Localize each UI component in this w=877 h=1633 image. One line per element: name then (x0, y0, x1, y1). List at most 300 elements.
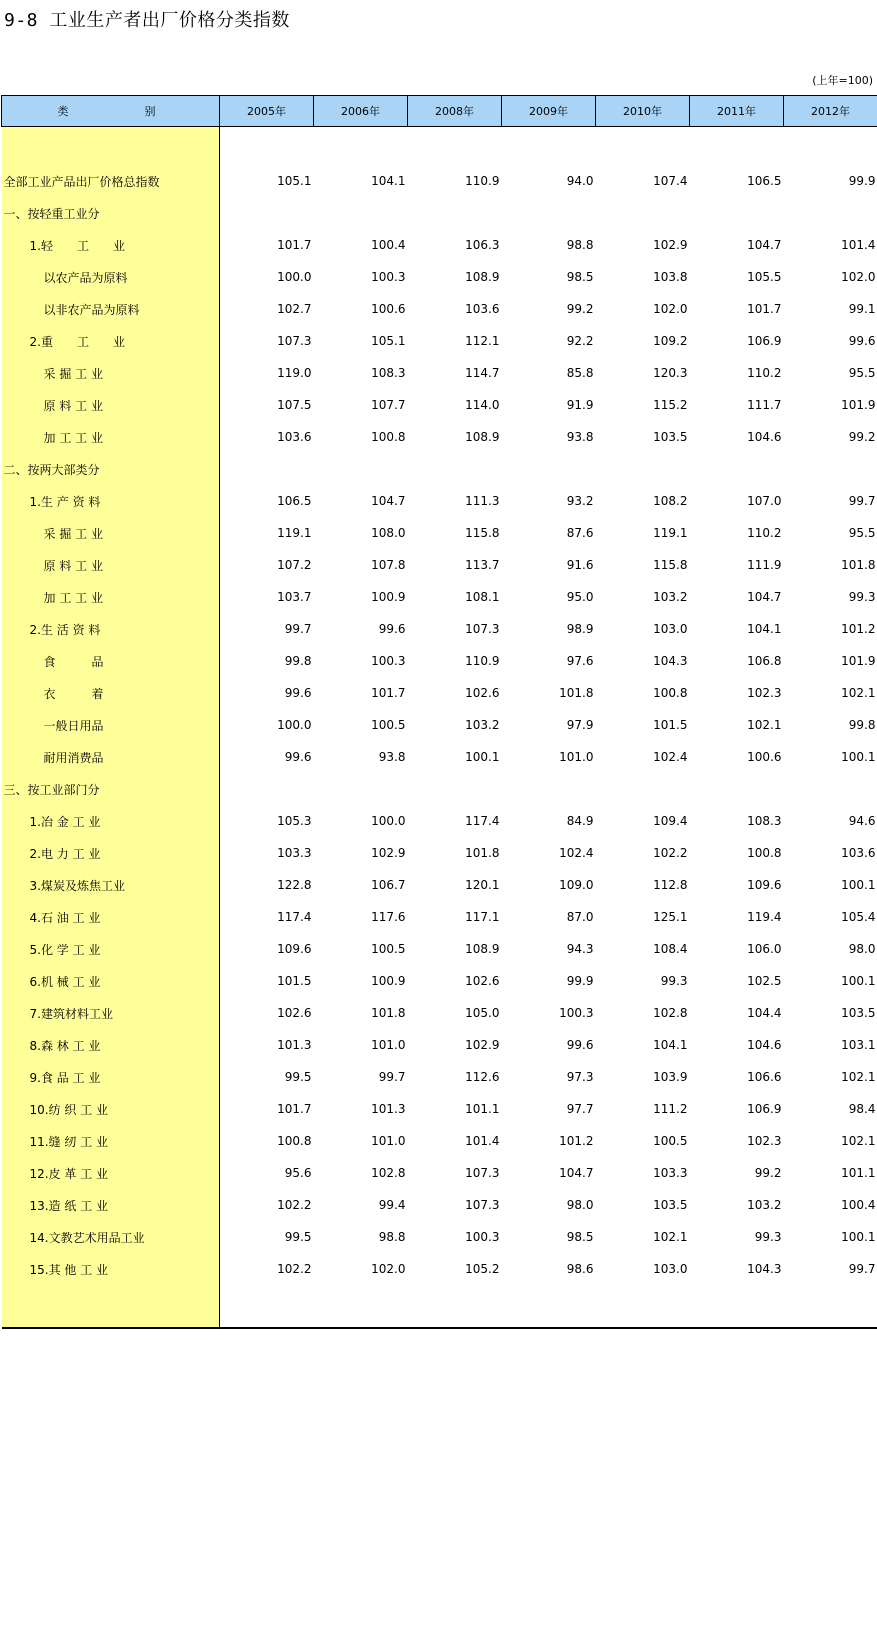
index-value: 97.9 (566, 718, 594, 732)
index-value: 103.3 (277, 846, 312, 860)
index-value: 105.5 (747, 270, 782, 284)
index-value: 102.1 (841, 1134, 876, 1148)
index-value: 102.0 (841, 270, 876, 284)
index-value: 115.8 (465, 526, 500, 540)
index-value: 104.1 (371, 174, 406, 188)
table-row (2, 453, 877, 485)
index-value: 107.3 (277, 334, 312, 348)
index-value: 103.8 (653, 270, 688, 284)
row-label: 2.生 活 资 料 (2, 613, 220, 645)
index-value: 97.3 (566, 1070, 594, 1084)
table-row (2, 997, 877, 1029)
index-value: 103.5 (653, 1198, 688, 1212)
table-row (2, 1221, 877, 1253)
index-value: 103.6 (277, 430, 312, 444)
index-value: 109.4 (653, 814, 688, 828)
index-value: 98.9 (566, 622, 594, 636)
table-row (2, 1157, 877, 1189)
table-row (2, 1189, 877, 1221)
row-label: 15.其 他 工 业 (2, 1253, 220, 1285)
index-value: 100.1 (841, 974, 876, 988)
index-value: 103.0 (653, 622, 688, 636)
index-value: 102.7 (277, 302, 312, 316)
index-value: 106.0 (747, 942, 782, 956)
index-value (408, 197, 502, 229)
index-value: 103.5 (841, 1006, 876, 1020)
index-value: 102.3 (747, 686, 782, 700)
row-label: 6.机 械 工 业 (2, 965, 220, 997)
row-label: 以农产品为原料 (2, 261, 220, 293)
index-value: 103.3 (653, 1166, 688, 1180)
index-value: 109.6 (277, 942, 312, 956)
index-value: 94.3 (566, 942, 594, 956)
index-value: 108.0 (371, 526, 406, 540)
row-label: 8.森 林 工 业 (2, 1029, 220, 1061)
index-value: 84.9 (566, 814, 594, 828)
row-label: 采 掘 工 业 (2, 517, 220, 549)
index-value: 103.9 (653, 1070, 688, 1084)
index-value: 99.6 (566, 1038, 594, 1052)
index-value: 101.8 (559, 686, 594, 700)
index-value: 105.0 (465, 1006, 500, 1020)
index-value: 100.1 (465, 750, 500, 764)
row-label: 二、按两大部类分 (2, 453, 220, 485)
index-value: 102.1 (841, 686, 876, 700)
table-row (2, 261, 877, 293)
row-label: 12.皮 革 工 业 (2, 1157, 220, 1189)
index-value: 102.2 (277, 1198, 312, 1212)
row-label: 4.石 油 工 业 (2, 901, 220, 933)
index-value: 98.8 (378, 1230, 406, 1244)
index-value: 91.9 (566, 398, 594, 412)
table-row (2, 1253, 877, 1285)
table-body (2, 127, 877, 1329)
index-value: 112.6 (465, 1070, 500, 1084)
index-value: 94.6 (848, 814, 876, 828)
index-value: 103.5 (653, 430, 688, 444)
index-value: 100.4 (371, 238, 406, 252)
header-year: 2006年 (314, 96, 408, 127)
table-row (2, 709, 877, 741)
index-value: 99.1 (848, 302, 876, 316)
index-value: 99.6 (284, 686, 312, 700)
index-value: 102.0 (653, 302, 688, 316)
index-value: 100.9 (371, 590, 406, 604)
index-value: 112.8 (653, 878, 688, 892)
index-value: 95.0 (566, 590, 594, 604)
row-label: 采 掘 工 业 (2, 357, 220, 389)
table-row (2, 1093, 877, 1125)
index-value (408, 453, 502, 485)
index-value: 104.1 (653, 1038, 688, 1052)
index-value: 102.6 (277, 1006, 312, 1020)
table-row (2, 549, 877, 581)
index-value (220, 197, 314, 229)
index-value: 99.4 (378, 1198, 406, 1212)
row-label: 衣 着 (2, 677, 220, 709)
row-label: 10.纺 织 工 业 (2, 1093, 220, 1125)
table-row (2, 805, 877, 837)
index-value: 101.5 (653, 718, 688, 732)
table-row (2, 869, 877, 901)
index-value: 115.8 (653, 558, 688, 572)
index-value: 106.9 (747, 1102, 782, 1116)
index-value: 105.3 (277, 814, 312, 828)
index-value: 97.6 (566, 654, 594, 668)
index-value: 99.6 (848, 334, 876, 348)
row-label: 一、按轻重工业分 (2, 197, 220, 229)
index-value: 108.9 (465, 430, 500, 444)
index-value: 101.9 (841, 654, 876, 668)
index-value: 100.8 (371, 430, 406, 444)
index-value: 107.8 (371, 558, 406, 572)
table-row (2, 613, 877, 645)
index-value: 114.7 (465, 366, 500, 380)
index-value: 101.8 (465, 846, 500, 860)
table-row (2, 645, 877, 677)
index-value: 99.6 (284, 750, 312, 764)
row-label: 2.重 工 业 (2, 325, 220, 357)
bottom-spacer-row (2, 1285, 877, 1328)
index-value (596, 197, 690, 229)
index-value: 99.5 (284, 1070, 312, 1084)
index-value: 103.6 (465, 302, 500, 316)
table-row (2, 933, 877, 965)
index-value: 100.4 (841, 1198, 876, 1212)
table-row (2, 229, 877, 261)
index-value: 119.4 (747, 910, 782, 924)
row-label: 加 工 工 业 (2, 581, 220, 613)
header-row (2, 96, 877, 127)
index-value: 99.2 (754, 1166, 782, 1180)
index-value: 100.8 (277, 1134, 312, 1148)
index-value: 99.5 (284, 1230, 312, 1244)
index-value (314, 773, 408, 805)
index-value: 104.7 (747, 238, 782, 252)
index-value: 99.7 (848, 1262, 876, 1276)
index-value: 105.1 (277, 174, 312, 188)
row-label: 加 工 工 业 (2, 421, 220, 453)
index-value: 110.9 (465, 654, 500, 668)
index-value: 101.4 (465, 1134, 500, 1148)
index-value: 106.7 (371, 878, 406, 892)
index-value: 102.1 (841, 1070, 876, 1084)
index-value: 120.1 (465, 878, 500, 892)
index-value: 102.9 (465, 1038, 500, 1052)
index-value (314, 453, 408, 485)
row-label: 原 料 工 业 (2, 389, 220, 421)
table-row (2, 773, 877, 805)
index-value: 101.7 (277, 1102, 312, 1116)
index-value: 98.5 (566, 270, 594, 284)
index-value (690, 453, 784, 485)
index-value: 99.3 (848, 590, 876, 604)
index-value: 93.8 (378, 750, 406, 764)
header-year: 2009年 (502, 96, 596, 127)
index-value: 95.5 (848, 526, 876, 540)
index-value: 100.6 (747, 750, 782, 764)
index-value: 105.2 (465, 1262, 500, 1276)
index-value: 101.3 (277, 1038, 312, 1052)
index-value: 104.4 (747, 1006, 782, 1020)
index-value: 85.8 (566, 366, 594, 380)
index-value: 107.3 (465, 622, 500, 636)
row-label: 11.缝 纫 工 业 (2, 1125, 220, 1157)
index-value (596, 773, 690, 805)
index-value: 102.6 (465, 974, 500, 988)
index-value: 95.5 (848, 366, 876, 380)
header-year: 2005年 (220, 96, 314, 127)
table-row (2, 1125, 877, 1157)
index-value: 104.6 (747, 1038, 782, 1052)
index-value: 98.0 (566, 1198, 594, 1212)
index-value: 99.3 (660, 974, 688, 988)
index-value: 100.1 (841, 750, 876, 764)
index-value: 103.2 (465, 718, 500, 732)
index-value: 100.8 (653, 686, 688, 700)
index-value: 99.7 (378, 1070, 406, 1084)
index-value: 106.8 (747, 654, 782, 668)
index-value: 108.3 (371, 366, 406, 380)
row-label: 一般日用品 (2, 709, 220, 741)
index-value: 99.7 (284, 622, 312, 636)
index-value: 98.8 (566, 238, 594, 252)
index-value: 109.2 (653, 334, 688, 348)
index-value: 98.0 (848, 942, 876, 956)
table-row (2, 837, 877, 869)
index-value: 99.9 (566, 974, 594, 988)
index-value: 110.2 (747, 366, 782, 380)
index-value: 108.2 (653, 494, 688, 508)
index-value: 100.3 (371, 270, 406, 284)
top-spacer-row (2, 127, 877, 166)
index-value: 101.1 (465, 1102, 500, 1116)
index-value: 101.4 (841, 238, 876, 252)
index-value: 101.0 (371, 1134, 406, 1148)
index-value: 103.2 (747, 1198, 782, 1212)
index-value: 104.7 (371, 494, 406, 508)
index-value: 119.1 (277, 526, 312, 540)
index-value: 119.0 (277, 366, 312, 380)
table-row (2, 741, 877, 773)
index-value: 102.9 (371, 846, 406, 860)
table-row (2, 421, 877, 453)
index-value: 106.5 (277, 494, 312, 508)
index-value: 91.6 (566, 558, 594, 572)
index-value: 101.8 (841, 558, 876, 572)
index-value: 103.6 (841, 846, 876, 860)
index-value: 100.5 (653, 1134, 688, 1148)
index-value: 104.7 (559, 1166, 594, 1180)
index-value: 94.0 (566, 174, 594, 188)
index-value: 101.2 (559, 1134, 594, 1148)
index-value: 101.7 (371, 686, 406, 700)
index-value: 100.0 (277, 718, 312, 732)
table-row (2, 1061, 877, 1093)
table-row (2, 677, 877, 709)
table-row (2, 517, 877, 549)
index-value: 99.9 (848, 174, 876, 188)
index-value: 111.7 (747, 398, 782, 412)
index-value: 112.1 (465, 334, 500, 348)
header-year: 2012年 (784, 96, 877, 127)
index-value (408, 773, 502, 805)
index-value: 102.1 (653, 1230, 688, 1244)
index-value: 106.5 (747, 174, 782, 188)
index-value: 107.0 (747, 494, 782, 508)
index-value: 99.2 (848, 430, 876, 444)
index-value: 103.0 (653, 1262, 688, 1276)
index-value: 99.8 (284, 654, 312, 668)
index-value: 109.0 (559, 878, 594, 892)
index-value: 102.9 (653, 238, 688, 252)
index-value (314, 197, 408, 229)
index-value: 122.8 (277, 878, 312, 892)
index-value: 106.9 (747, 334, 782, 348)
row-label: 1.轻 工 业 (2, 229, 220, 261)
index-value: 95.6 (284, 1166, 312, 1180)
table-row (2, 485, 877, 517)
index-value: 100.1 (841, 878, 876, 892)
row-label: 原 料 工 业 (2, 549, 220, 581)
index-value: 106.6 (747, 1070, 782, 1084)
row-label: 2.电 力 工 业 (2, 837, 220, 869)
index-value: 107.2 (277, 558, 312, 572)
row-label: 食 品 (2, 645, 220, 677)
index-value: 102.8 (371, 1166, 406, 1180)
index-value: 107.5 (277, 398, 312, 412)
index-value: 105.1 (371, 334, 406, 348)
index-value: 100.3 (559, 1006, 594, 1020)
table-row (2, 581, 877, 613)
index-value: 102.1 (747, 718, 782, 732)
index-value: 107.4 (653, 174, 688, 188)
index-value: 101.0 (559, 750, 594, 764)
index-value: 107.3 (465, 1166, 500, 1180)
index-value: 113.7 (465, 558, 500, 572)
index-value: 101.0 (371, 1038, 406, 1052)
index-value: 93.8 (566, 430, 594, 444)
index-value: 102.6 (465, 686, 500, 700)
index-value: 108.3 (747, 814, 782, 828)
index-value (784, 197, 877, 229)
index-value: 105.4 (841, 910, 876, 924)
index-value: 125.1 (653, 910, 688, 924)
index-value: 99.6 (378, 622, 406, 636)
index-value: 98.5 (566, 1230, 594, 1244)
index-value: 101.2 (841, 622, 876, 636)
row-label: 14.文教艺术用品工业 (2, 1221, 220, 1253)
index-value: 100.3 (371, 654, 406, 668)
index-value: 102.2 (653, 846, 688, 860)
index-value: 108.4 (653, 942, 688, 956)
index-value: 100.9 (371, 974, 406, 988)
row-label: 3.煤炭及炼焦工业 (2, 869, 220, 901)
row-label: 9.食 品 工 业 (2, 1061, 220, 1093)
header-year: 2008年 (408, 96, 502, 127)
index-value: 101.1 (841, 1166, 876, 1180)
index-value: 101.7 (747, 302, 782, 316)
index-value: 104.6 (747, 430, 782, 444)
index-value: 103.7 (277, 590, 312, 604)
index-value: 102.4 (653, 750, 688, 764)
index-value: 102.2 (277, 1262, 312, 1276)
index-value: 100.3 (465, 1230, 500, 1244)
index-value: 107.7 (371, 398, 406, 412)
index-value: 104.3 (747, 1262, 782, 1276)
unit-note: (上年=100) (812, 74, 873, 87)
header-year: 2010年 (596, 96, 690, 127)
index-value: 101.5 (277, 974, 312, 988)
index-value: 102.0 (371, 1262, 406, 1276)
index-value: 106.3 (465, 238, 500, 252)
index-value: 98.6 (566, 1262, 594, 1276)
index-value: 101.9 (841, 398, 876, 412)
row-label: 13.造 纸 工 业 (2, 1189, 220, 1221)
index-value: 101.7 (277, 238, 312, 252)
index-value: 93.2 (566, 494, 594, 508)
index-value: 117.1 (465, 910, 500, 924)
index-value: 120.3 (653, 366, 688, 380)
index-value (220, 773, 314, 805)
index-value: 102.8 (653, 1006, 688, 1020)
index-value: 100.0 (371, 814, 406, 828)
header-category: 类 别 (2, 96, 220, 127)
table-row (2, 901, 877, 933)
index-value: 103.2 (653, 590, 688, 604)
index-value: 111.2 (653, 1102, 688, 1116)
index-value (220, 453, 314, 485)
row-label: 以非农产品为原料 (2, 293, 220, 325)
index-value: 99.7 (848, 494, 876, 508)
index-value (690, 773, 784, 805)
index-value: 104.3 (653, 654, 688, 668)
index-value: 87.0 (566, 910, 594, 924)
table-row (2, 197, 877, 229)
index-value: 102.3 (747, 1134, 782, 1148)
index-value: 97.7 (566, 1102, 594, 1116)
index-value: 100.0 (277, 270, 312, 284)
page-title: 9-8 工业生产者出厂价格分类指数 (4, 10, 290, 31)
table-row (2, 1029, 877, 1061)
index-value: 115.2 (653, 398, 688, 412)
index-value (690, 197, 784, 229)
table-row (2, 325, 877, 357)
index-value (784, 773, 877, 805)
index-value: 119.1 (653, 526, 688, 540)
index-value: 102.4 (559, 846, 594, 860)
index-value: 114.0 (465, 398, 500, 412)
index-value: 108.9 (465, 942, 500, 956)
table-row (2, 165, 877, 197)
table-row (2, 357, 877, 389)
index-value: 100.5 (371, 942, 406, 956)
index-value: 101.8 (371, 1006, 406, 1020)
index-value (502, 453, 596, 485)
index-value: 104.7 (747, 590, 782, 604)
index-value: 108.9 (465, 270, 500, 284)
row-label: 5.化 学 工 业 (2, 933, 220, 965)
price-index-table (1, 95, 877, 1329)
row-label: 1.生 产 资 料 (2, 485, 220, 517)
index-value: 99.8 (848, 718, 876, 732)
index-value: 117.4 (277, 910, 312, 924)
header-year: 2011年 (690, 96, 784, 127)
index-value: 117.6 (371, 910, 406, 924)
index-value: 87.6 (566, 526, 594, 540)
index-value: 110.2 (747, 526, 782, 540)
index-value: 92.2 (566, 334, 594, 348)
